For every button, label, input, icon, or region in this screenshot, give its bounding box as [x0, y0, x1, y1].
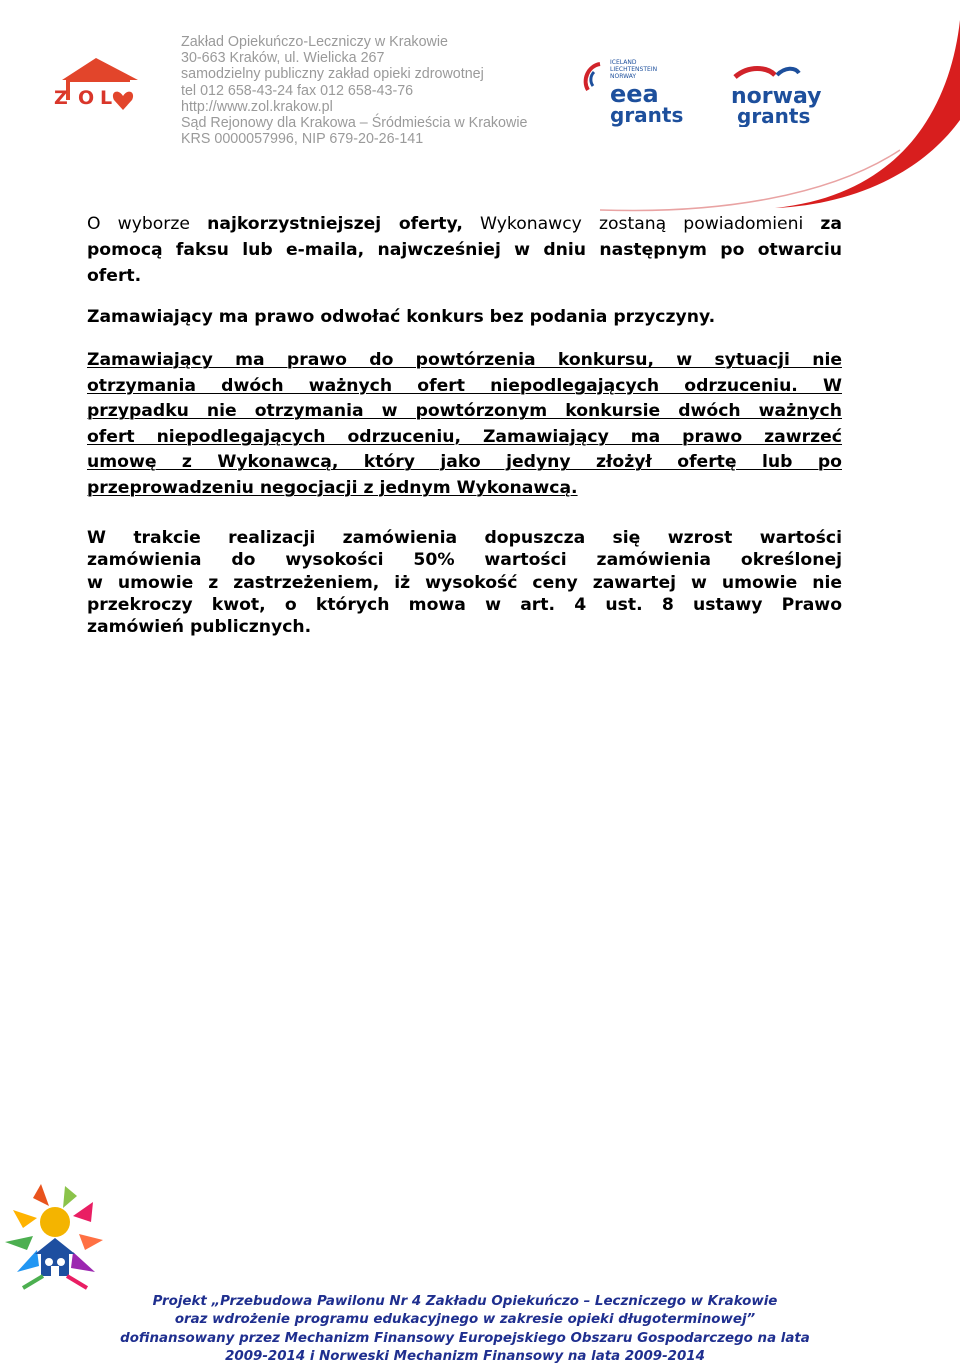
- header-line: Sąd Rejonowy dla Krakowa – Śródmieścia w Krakowie: [181, 115, 528, 132]
- text-span: Wykonawcy zostaną powiadomieni: [462, 214, 821, 234]
- text-line: przeprowadzeniu negocjacji z jednym Wykonawcą.: [87, 477, 578, 498]
- footer-line: oraz wdrożenie programu edukacyjnego w zakresie opieki długoterminowej”: [174, 1312, 756, 1328]
- text-line: pomocą faksu lub e-maila, najwcześniej w dniu następnym po otwarciu: [87, 240, 842, 260]
- project-logo-figures: [3, 1180, 108, 1292]
- text-span: O wyborze: [87, 214, 208, 234]
- footer-line: Projekt „Przebudowa Pawilonu Nr 4 Zakładu Opiekuńczo – Leczniczego w Krakowie: [152, 1294, 778, 1309]
- svg-text:NORWAY: NORWAY: [610, 73, 637, 80]
- text-line: otrzymania dwóch ważnych ofert niepodlegających odrzuceniu. W: [87, 375, 842, 396]
- svg-text:norway: norway: [731, 84, 822, 109]
- header-line: tel 012 658-43-24 fax 012 658-43-76: [181, 82, 414, 99]
- eea-grants-logo: [580, 52, 700, 130]
- text-line: Zamawiający ma prawo do powtórzenia konkursu, w sytuacji nie: [87, 350, 842, 370]
- norway-grants-logo: [727, 63, 837, 127]
- svg-text:eea: eea: [610, 80, 659, 108]
- text-span: najkorzystniejszej oferty,: [207, 214, 463, 234]
- paragraph-notification: [87, 211, 842, 289]
- zol-logo: [48, 54, 143, 116]
- svg-text:ICELAND: ICELAND: [610, 59, 637, 66]
- header-line: Zakład Opiekuńczo-Leczniczy w Krakowie: [181, 34, 448, 50]
- text-line: zamówienia do wysokości 50% wartości zamówienia określonej: [87, 550, 842, 571]
- svg-text:LIECHTENSTEIN: LIECHTENSTEIN: [610, 66, 658, 73]
- svg-text:O: O: [78, 87, 95, 109]
- paragraph-repeat-contest: [87, 348, 842, 502]
- text-line: przypadku nie otrzymania w powtórzonym konkursie dwóch ważnych: [87, 401, 842, 422]
- text-line: [87, 211, 842, 237]
- paragraph-value-increase: [87, 527, 842, 638]
- header-contact-info: [181, 34, 527, 147]
- svg-text:grants: grants: [610, 103, 684, 127]
- text-span: za: [820, 214, 843, 234]
- text-line: przekroczy kwot, o których mowa w art. 4 ust. 8 ustawy Prawo: [87, 594, 842, 615]
- text-line: ofert niepodlegających odrzuceniu, Zamawiający ma prawo zawrzeć: [87, 426, 842, 447]
- svg-text:L: L: [100, 87, 113, 109]
- footer-project-info: [115, 1293, 815, 1366]
- text-line: W trakcie realizacji zamówienia dopuszcza się wzrost wartości: [87, 528, 842, 548]
- text-line: zamówień publicznych.: [87, 617, 312, 638]
- header-line: KRS 0000057996, NIP 679-20-26-141: [181, 131, 424, 148]
- text-line: umowę z Wykonawcą, który jako jedyny złożył ofertę lub po: [87, 452, 842, 473]
- text-line: ofert.: [87, 266, 142, 286]
- text-line: Zamawiający ma prawo odwołać konkurs bez podania przyczyny.: [87, 307, 716, 327]
- svg-text:grants: grants: [737, 104, 811, 127]
- header-line: samodzielny publiczny zakład opieki zdrowotnej: [181, 66, 484, 83]
- header-line: 30-663 Kraków, ul. Wielicka 267: [181, 50, 385, 67]
- footer-line: 2009-2014 i Norweski Mechanizm Finansowy na lata 2009-2014: [225, 1348, 705, 1364]
- header-line: http://www.zol.krakow.pl: [181, 98, 333, 115]
- text-line: w umowie z zastrzeżeniem, iż wysokość ceny zawartej w umowie nie: [87, 572, 842, 593]
- footer-line: dofinansowany przez Mechanizm Finansowy Europejskiego Obszaru Gospodarczego na lata: [120, 1330, 810, 1346]
- paragraph-cancel-right: [87, 304, 842, 330]
- svg-text:Z: Z: [54, 87, 71, 109]
